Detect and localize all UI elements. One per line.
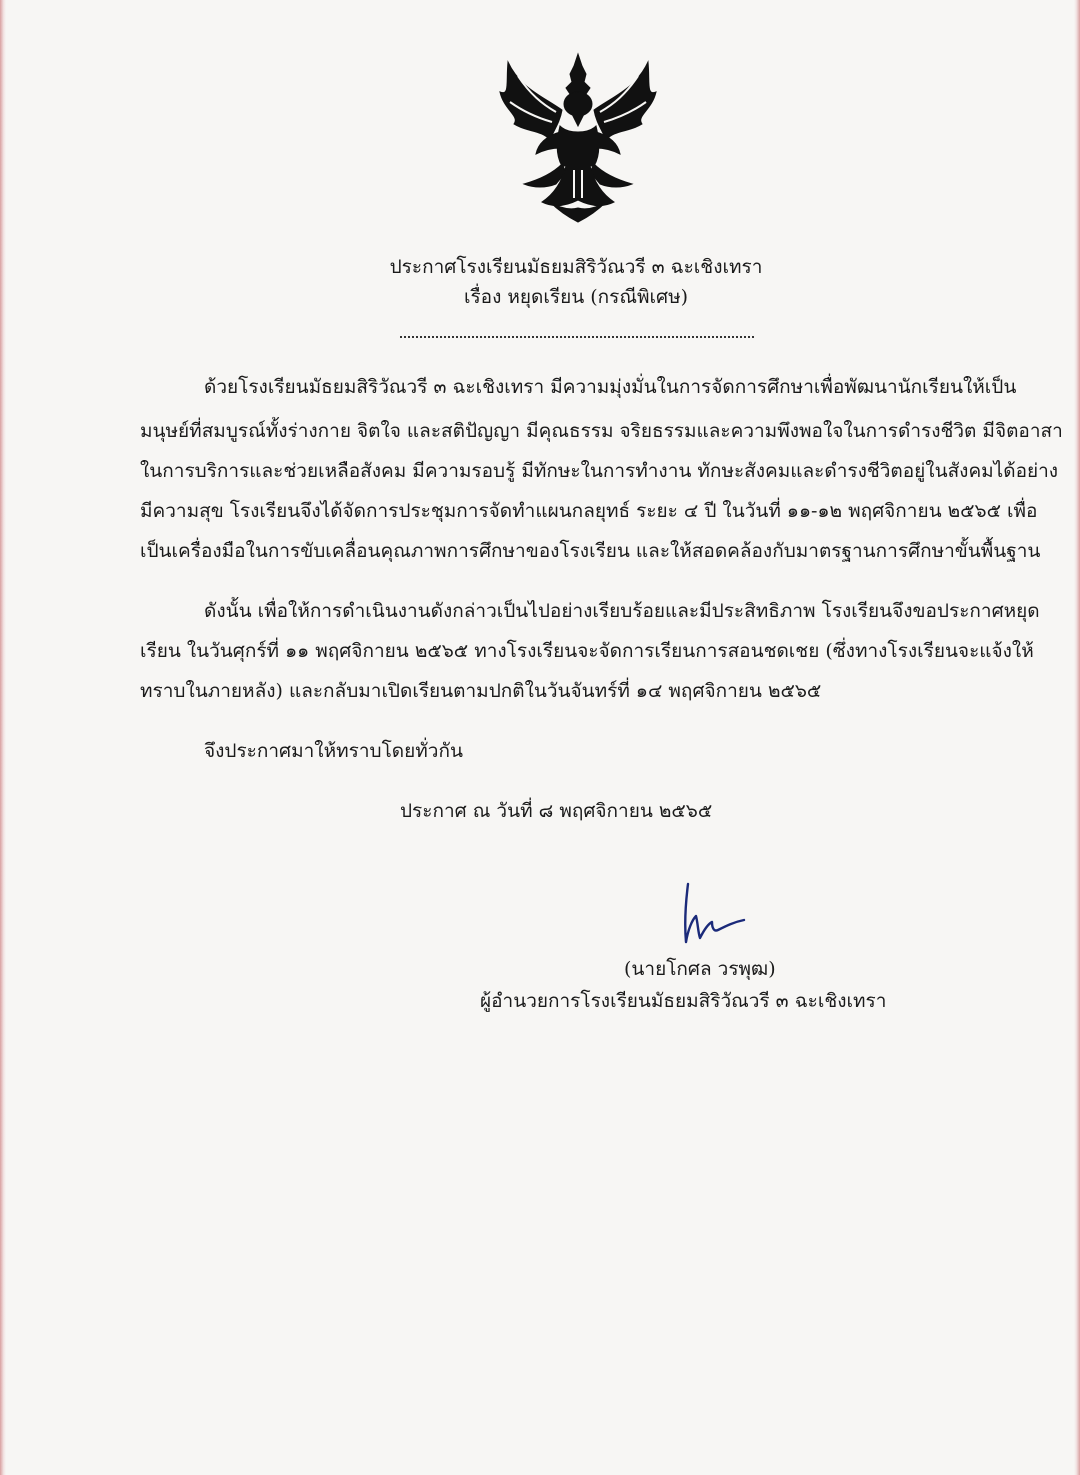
paragraph2-line: เรียน ในวันศุกร์ที่ ๑๑ พฤศจิกายน ๒๕๖๕ ทางโรงเรียนจะจัดการเรียนการสอนชดเชย (ซึ่งทางโรงเรียนจะแจ้งให้ [140,640,1034,662]
paragraph1-line: เป็นเครื่องมือในการขับเคลื่อนคุณภาพการศึกษาของโรงเรียน และให้สอดคล้องกับมาตรฐานการศึกษาขั้นพื้นฐาน [140,540,1041,562]
page-edge-right [1074,0,1080,1475]
dotted-divider [400,336,754,338]
closing-statement: จึงประกาศมาให้ทราบโดยทั่วกัน [204,740,463,762]
paragraph2-line: ทราบในภายหลัง) และกลับมาเปิดเรียนตามปกติในวันจันทร์ที่ ๑๔ พฤศจิกายน ๒๕๖๕ [140,680,822,702]
paragraph1-line: ด้วยโรงเรียนมัธยมสิริวัณวรี ๓ ฉะเชิงเทรา มีความมุ่งมั่นในการจัดการศึกษาเพื่อพัฒนานักเรียนให้เป็น [204,376,1017,398]
signatory-name: (นายโกศล วรพุฒ) [624,958,776,980]
paragraph2-line: ดังนั้น เพื่อให้การดำเนินงานดังกล่าวเป็นไปอย่างเรียบร้อยและมีประสิทธิภาพ โรงเรียนจึงขอประกาศหยุด [204,600,1040,622]
signatory-position: ผู้อำนวยการโรงเรียนมัธยมสิริวัณวรี ๓ ฉะเชิงเทรา [480,990,887,1012]
announcement-date: ประกาศ ณ วันที่ ๘ พฤศจิกายน ๒๕๖๕ [400,800,713,822]
handwritten-signature-icon [678,880,748,950]
announcement-subject: เรื่อง หยุดเรียน (กรณีพิเศษ) [463,286,689,308]
paragraph1-line: ในการบริการและช่วยเหลือสังคม มีความรอบรู้ มีทักษะในการทำงาน ทักษะสังคมและดำรงชีวิตอยู่ในสังคมได้อย่าง [140,460,1059,482]
garuda-emblem-icon [490,52,666,224]
announcement-header [330,252,822,312]
paragraph1-line: มนุษย์ที่สมบูรณ์ทั้งร่างกาย จิตใจ และสติปัญญา มีคุณธรรม จริยธรรมและความพึงพอใจในการดำรงชีวิต มีจิตอาสา [140,420,1063,442]
paragraph1-line: มีความสุข โรงเรียนจึงได้จัดการประชุมการจัดทำแผนกลยุทธ์ ระยะ ๔ ปี ในวันที่ ๑๑-๑๒ พฤศจิกายน ๒๕๖๕ เพื่อ [140,500,1038,522]
announcement-title: ประกาศโรงเรียนมัธยมสิริวัณวรี ๓ ฉะเชิงเทรา [389,256,763,278]
page-edge-left [0,0,6,1475]
